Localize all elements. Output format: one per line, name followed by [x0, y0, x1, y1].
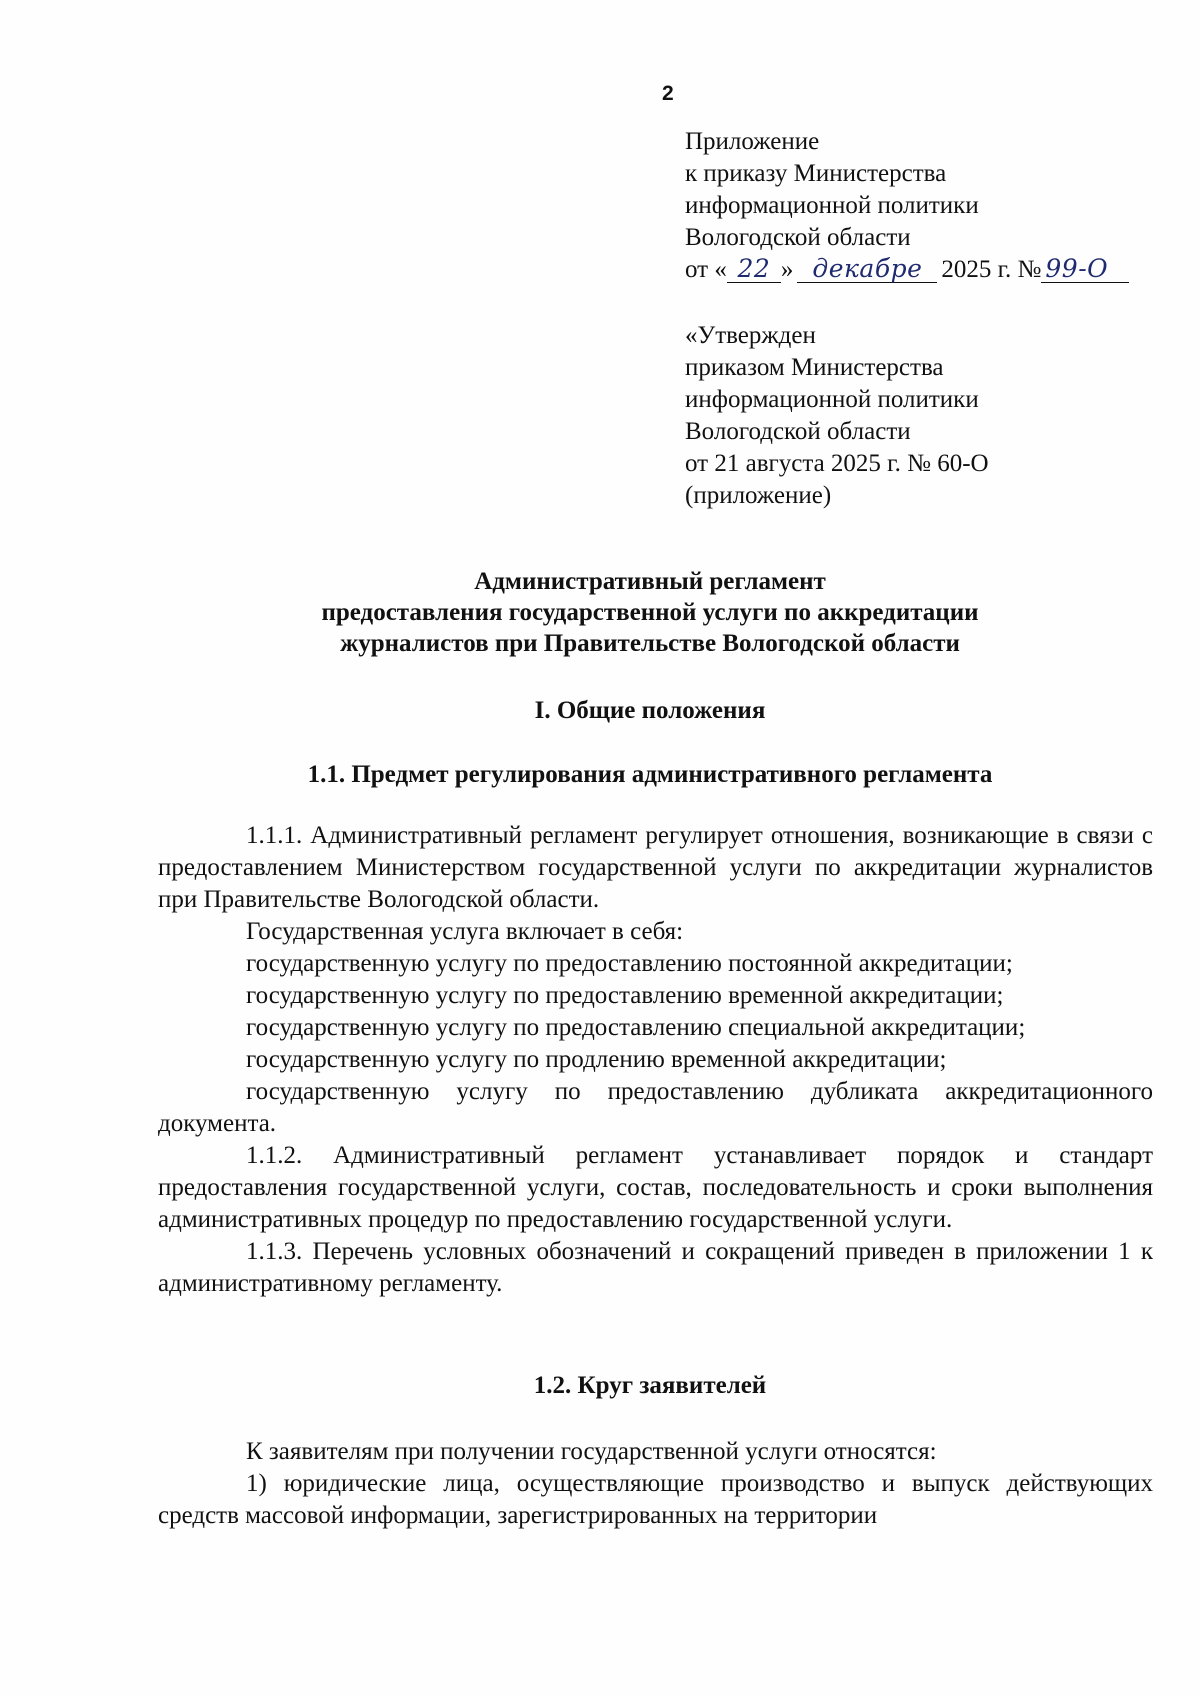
- paragraph: К заявителям при получении государственной услуги относятся:: [246, 1438, 937, 1465]
- approved-line: «Утвержден: [685, 322, 816, 349]
- section-heading-general: I. Общие положения: [534, 697, 766, 724]
- document-title-line: Административный регламент: [474, 568, 826, 595]
- appendix-line: Приложение: [685, 128, 820, 155]
- paragraph: 1.1.1. Административный регламент регулирует отношения, возникающие в связи с предоставлением Министерством государственной услуги по аккредитации журналистов при Правительстве Вологодской области.: [158, 822, 1153, 913]
- list-item: государственную услугу по предоставлению специальной аккредитации;: [246, 1014, 1026, 1041]
- document-title-line: предоставления государственной услуги по аккредитации: [321, 599, 979, 626]
- list-item: государственную услугу по предоставлению постоянной аккредитации;: [246, 950, 1013, 977]
- section-heading-subject: 1.1. Предмет регулирования административного регламента: [307, 761, 993, 788]
- paragraph: 1.1.2. Административный регламент устанавливает порядок и стандарт предоставления государственной услуги, состав, последовательность и сроки выполнения административных процедур по предоставлению государственной услуги.: [158, 1142, 1153, 1233]
- appendix-line: к приказу Министерства: [685, 160, 947, 187]
- appendix-date-line: [685, 254, 1129, 286]
- paragraph: 1) юридические лица, осуществляющие производство и выпуск действующих средств массовой информации, зарегистрированных на территории: [158, 1470, 1153, 1529]
- document-title: [150, 566, 1150, 659]
- approved-header: [685, 320, 989, 512]
- handwritten-day: 22: [727, 256, 781, 283]
- list-item: государственную услугу по предоставлению временной аккредитации;: [246, 982, 1004, 1009]
- list-item: государственную услугу по предоставлению дубликата аккредитационного документа.: [158, 1078, 1153, 1137]
- paragraph: Государственная услуга включает в себя:: [246, 918, 684, 945]
- appendix-header: [685, 126, 1129, 286]
- handwritten-month: декабре: [797, 256, 937, 283]
- approved-line: от 21 августа 2025 г. № 60-О: [685, 450, 989, 477]
- section-heading-applicants: 1.2. Круг заявителей: [533, 1372, 767, 1399]
- page-number: 2: [662, 82, 674, 105]
- date-prefix: от «: [685, 256, 727, 283]
- approved-line: приказом Министерства: [685, 354, 944, 381]
- approved-line: информационной политики: [685, 386, 979, 413]
- appendix-line: Вологодской области: [685, 224, 911, 251]
- handwritten-order-number: 99-О: [1041, 256, 1129, 283]
- year-text: 2025 г. №: [941, 256, 1042, 283]
- list-item: государственную услугу по продлению временной аккредитации;: [246, 1046, 947, 1073]
- approved-line: Вологодской области: [685, 418, 911, 445]
- section-1-2-body: [158, 1436, 1153, 1532]
- document-title-line: журналистов при Правительстве Вологодской области: [340, 630, 960, 657]
- approved-line: (приложение): [685, 482, 832, 509]
- section-1-1-body: [158, 820, 1153, 1300]
- quote-close: »: [780, 256, 794, 283]
- paragraph: 1.1.3. Перечень условных обозначений и сокращений приведен в приложении 1 к административному регламенту.: [158, 1238, 1153, 1297]
- appendix-line: информационной политики: [685, 192, 979, 219]
